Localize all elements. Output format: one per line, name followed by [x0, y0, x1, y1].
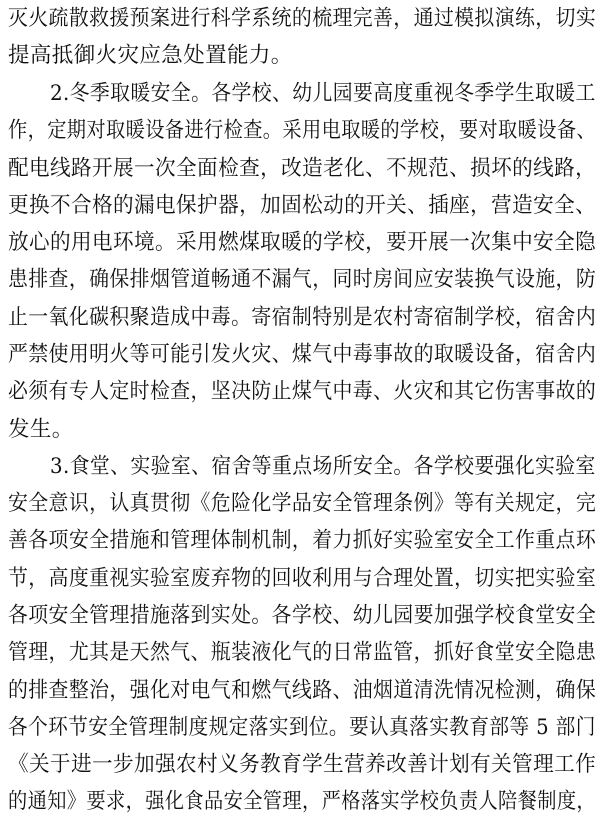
text-line-5: 配电线路开展一次全面检查，改造老化、不规范、损坏的线路，: [8, 156, 597, 181]
text-line-17: 各项安全管理措施落到实处。各学校、幼儿园要加强学校食堂安全: [8, 603, 597, 628]
text-line-18: 管理，尤其是天然气、瓶装液化气的日常监管，抓好食堂安全隐患: [8, 640, 597, 665]
section-heading-3: 3.食堂、实验室、宿舍等重点场所安全。各学校要强化实验室: [50, 454, 596, 479]
text-line-1: 灭火疏散救援预案进行科学系统的梳理完善，通过模拟演练，切实: [8, 6, 597, 31]
text-line-21: 《关于进一步加强农村义务教育学生营养改善计划有关管理工作: [8, 752, 597, 777]
text-line-19: 的排查整治，强化对电气和燃气线路、油烟道清洗情况检测，确保: [8, 678, 597, 703]
text-line-14: 安全意识，认真贯彻《危险化学品安全管理条例》等有关规定，完: [8, 491, 597, 516]
text-line-16: 节，高度重视实验室废弃物的回收利用与合理处置，切实把实验室: [8, 566, 597, 591]
text-line-6: 更换不合格的漏电保护器，加固松动的开关、插座，营造安全、: [8, 193, 597, 218]
text-line-11: 必须有专人定时检查，坚决防止煤气中毒、火灾和其它伤害事故的: [8, 379, 597, 404]
text-line-9: 止一氧化碳积聚造成中毒。寄宿制特别是农村寄宿制学校，宿舍内: [8, 305, 597, 330]
text-line-8: 患排查，确保排烟管道畅通不漏气，同时房间应安装换气设施，防: [8, 267, 597, 292]
text-line-12: 发生。: [8, 417, 74, 442]
text-line-4: 作，定期对取暖设备进行检查。采用电取暖的学校，要对取暖设备、: [8, 118, 597, 143]
text-line-10: 严禁使用明火等可能引发火灾、煤气中毒事故的取暖设备，宿舍内: [8, 342, 597, 367]
text-line-20: 各个环节安全管理制度规定落实到位。要认真落实教育部等 5 部门: [8, 715, 596, 740]
section-heading-2: 2.冬季取暖安全。各学校、幼儿园要高度重视冬季学生取暖工: [50, 81, 596, 106]
text-line-2: 提高抵御火灾应急处置能力。: [8, 43, 293, 68]
text-line-15: 善各项安全措施和管理体制机制，着力抓好实验室安全工作重点环: [8, 528, 597, 553]
text-line-22: 的通知》要求，强化食品安全管理，严格落实学校负责人陪餐制度，: [8, 789, 597, 814]
text-line-7: 放心的用电环境。采用燃煤取暖的学校，要开展一次集中安全隐: [8, 230, 597, 255]
